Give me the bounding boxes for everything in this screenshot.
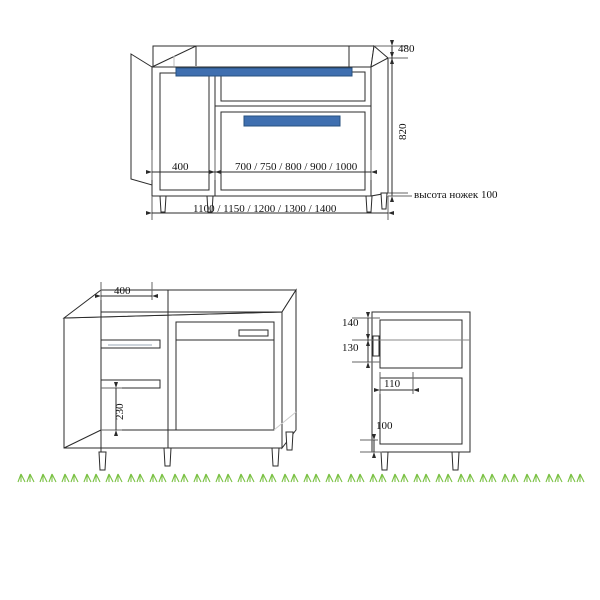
dim-label-panel-height: 130 [342,342,359,354]
dim-label-left-section-width: 400 [172,161,189,173]
dim-label-top-right-height: 480 [398,43,415,55]
dim-label-right-section-width: 700 / 750 / 800 / 900 / 1000 [235,161,358,173]
dim-label-door-width: 110 [384,378,401,390]
dim-label-perspective-top-width: 400 [114,285,131,297]
dim-label-total-height: 820 [397,123,409,140]
note-leg-height: высота ножек 100 [414,189,498,201]
dim-label-leg-height: 100 [376,420,393,432]
dim-label-drawer-height: 140 [342,317,359,329]
dim-label-overall-width: 1100 / 1150 / 1200 / 1300 / 1400 [193,203,337,215]
dim-label-shelf-height: 230 [114,403,126,420]
